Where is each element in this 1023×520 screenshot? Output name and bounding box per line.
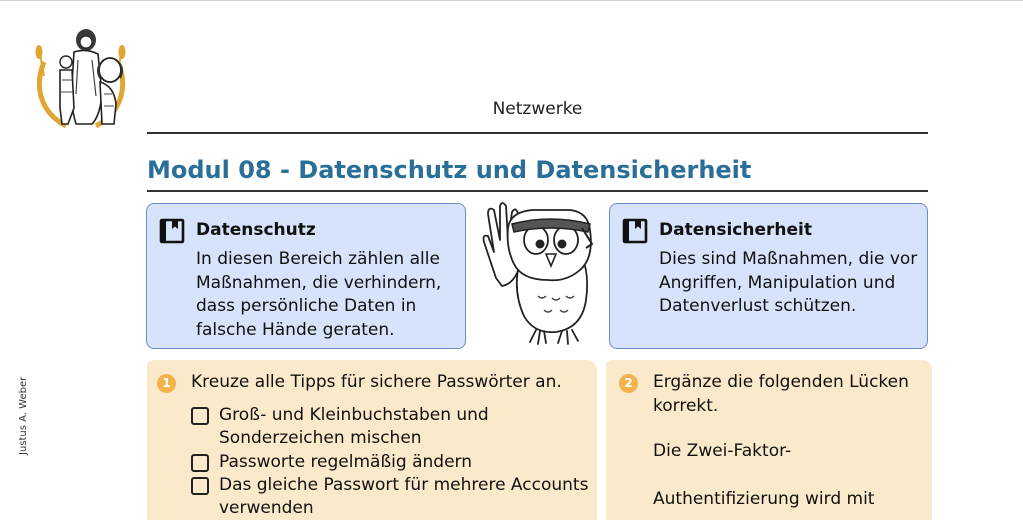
cloze-text-line: Die Zwei-Faktor- — [653, 441, 792, 461]
header-divider — [147, 132, 928, 134]
info-box-title: Datensicherheit — [659, 220, 812, 240]
checklist-item[interactable]: Passworte regelmäßig ändern — [191, 451, 591, 474]
info-box-text: Dies sind Maßnahmen, die vor Angriffen, Manipulation und Datenverlust schützen. — [659, 249, 918, 316]
module-title: Modul 08 - Datenschutz und Datensicherheit — [147, 156, 752, 184]
book-icon — [159, 218, 185, 244]
task-number-badge: 2 — [619, 374, 638, 393]
info-box-datenschutz — [146, 203, 466, 349]
info-box-datensicherheit — [609, 203, 928, 349]
page-top-border — [0, 0, 1023, 1]
info-box-text: In diesen Bereich zählen alle Maßnahmen, die verhindern, dass persönliche Daten in falsche Hände geraten. — [196, 249, 442, 340]
checkbox[interactable] — [191, 454, 209, 472]
owl-illustration — [470, 200, 598, 348]
task-2-panel — [606, 360, 932, 520]
task-1-panel — [147, 360, 597, 520]
checklist-item[interactable]: Groß- und Kleinbuchstaben und Sonderzeichen mischen — [191, 404, 591, 450]
checkbox[interactable] — [191, 477, 209, 495]
task-1-instruction: Kreuze alle Tipps für sichere Passwörter an. — [191, 372, 562, 392]
title-divider — [147, 190, 928, 192]
task-2-instruction: Ergänze die folgenden Lücken korrekt. — [653, 372, 909, 416]
cloze-text-line: Authentifizierung wird mit — [653, 489, 875, 509]
author-credit: Justus A. Weber — [18, 376, 29, 455]
publisher-logo — [30, 24, 130, 132]
subject-header: Netzwerke — [492, 99, 583, 119]
book-icon — [622, 218, 648, 244]
task-number-badge: 1 — [157, 374, 176, 393]
info-box-title: Datenschutz — [196, 220, 316, 240]
checklist-item[interactable]: Das gleiche Passwort für mehrere Accounts verwenden — [191, 474, 591, 520]
checkbox[interactable] — [191, 407, 209, 425]
